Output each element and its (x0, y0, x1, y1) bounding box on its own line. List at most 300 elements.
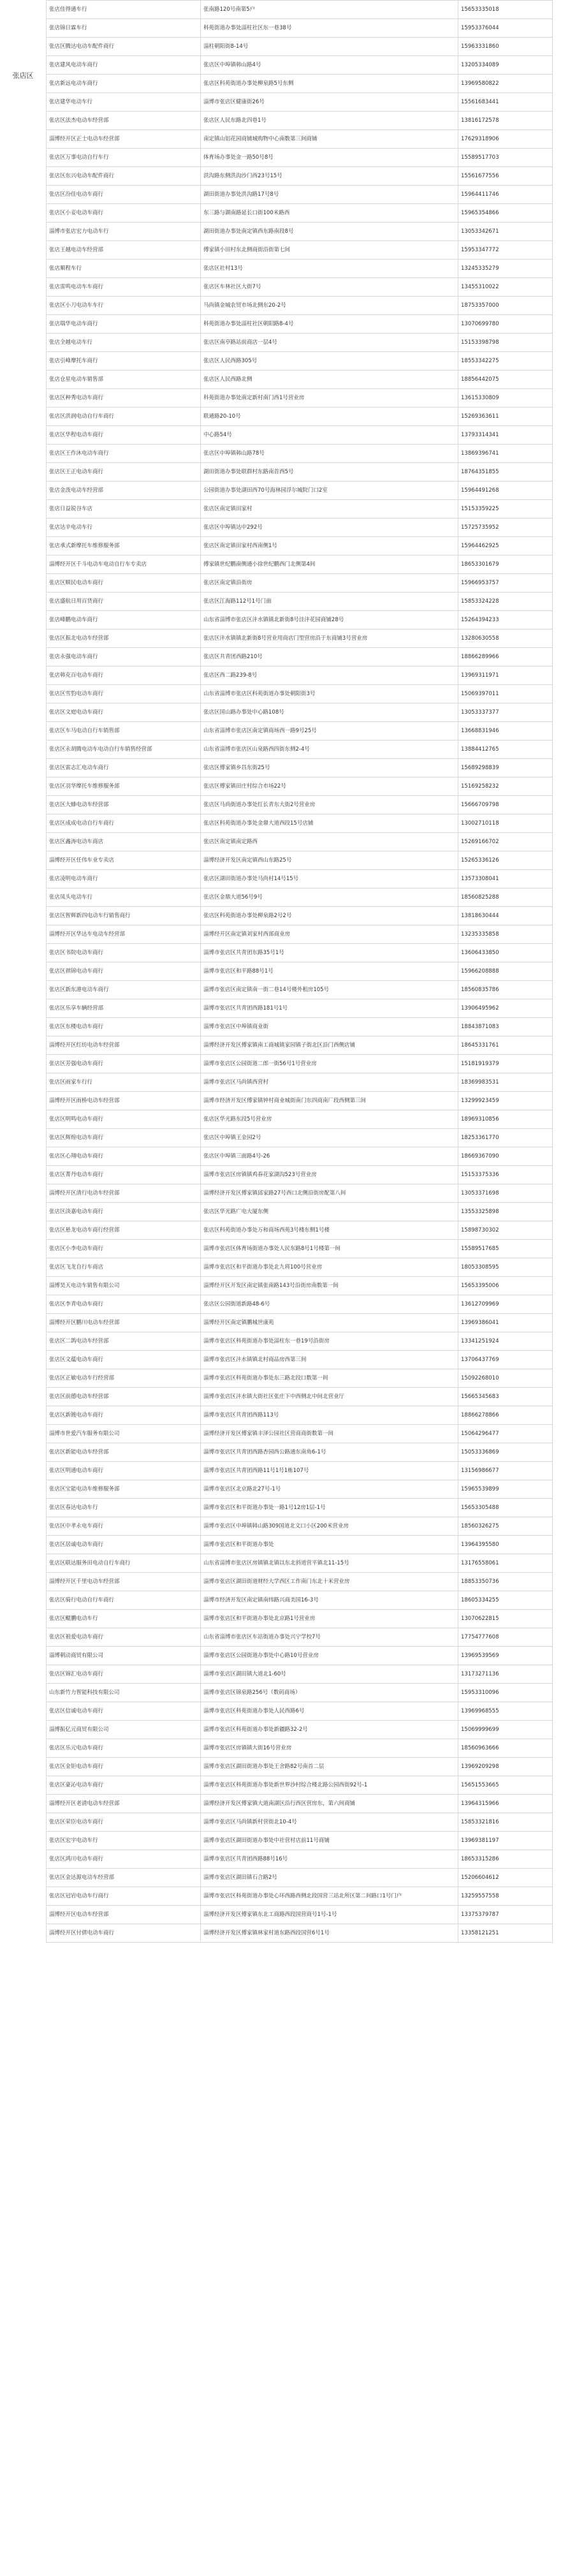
dealer-address-cell: 淄博市张店区科苑街道办事处新疆路32-2号 (201, 1721, 458, 1739)
table-row (47, 962, 553, 981)
dealer-name-cell: 张店区雪豹电动车商行 (47, 685, 201, 703)
table-row (47, 1110, 553, 1129)
dealer-address-cell: 山东省淄博市张店区科苑街道办事处朝阳街3号 (201, 685, 458, 703)
dealer-phone-cell: 18866278866 (458, 1406, 553, 1425)
dealer-name-cell: 张店区东兴电动车配件商行 (47, 167, 201, 186)
dealer-phone-cell: 15169258232 (458, 777, 553, 796)
dealer-phone-cell: 15269363611 (458, 408, 553, 426)
dealer-address-cell: 淄柱朝阳街8-14号 (201, 38, 458, 56)
dealer-name-cell: 张店区心翔电动车商行 (47, 1147, 201, 1166)
table-row (47, 1480, 553, 1499)
dealer-phone-cell: 13053342671 (458, 223, 553, 241)
dealer-address-cell: 淄博经济开发区傅家镇丰泽公园社区营商商街数第一间 (201, 1425, 458, 1443)
dealer-phone-cell: 13606433850 (458, 944, 553, 962)
dealer-address-cell: 淄博市张店区马尚镇西营村 (201, 1073, 458, 1092)
dealer-name-cell: 张店区中孝永电车商行 (47, 1517, 201, 1536)
dealer-address-cell: 张店区科苑街道办事处柳泉路5号东侧 (201, 75, 458, 93)
dealer-name-cell: 张店区居诚电动车商行 (47, 1536, 201, 1554)
dealer-name-cell: 张店区乐享车辆经营部 (47, 999, 201, 1018)
dealer-phone-cell: 15653395006 (458, 1277, 553, 1295)
dealer-address-cell: 淄博市经济开发区南定镇南纬路兴商美国16-3号 (201, 1591, 458, 1610)
dealer-phone-cell: 18053308595 (458, 1258, 553, 1277)
dealer-address-cell: 张店区人民西路305号 (201, 352, 458, 371)
dealer-phone-cell: 13259557558 (458, 1887, 553, 1906)
dealer-name-cell: 张店区羽华摩托车维修服务部 (47, 777, 201, 796)
dealer-address-cell: 淄博市张店区湖田街道财经大学西区工作南门东北十米营业房 (201, 1573, 458, 1591)
table-row (47, 1258, 553, 1277)
dealer-name-cell: 张店区飞龙自行车商店 (47, 1258, 201, 1277)
table-row (47, 426, 553, 445)
table-row (47, 740, 553, 759)
dealer-address-cell: 张店区共青团西路210号 (201, 648, 458, 666)
table-row (47, 1591, 553, 1610)
table-row (47, 999, 553, 1018)
dealer-phone-cell: 13002710118 (458, 814, 553, 833)
table-row (47, 75, 553, 93)
table-row (47, 1721, 553, 1739)
dealer-phone-cell: 15264394233 (458, 611, 553, 629)
dealer-address-cell: 张店区社村13号 (201, 260, 458, 278)
dealer-name-cell: 张店区文蕴电动车商行 (47, 1351, 201, 1369)
dealer-phone-cell: 18764351855 (458, 463, 553, 482)
dealer-address-cell: 张南路120号南第5户 (201, 1, 458, 19)
dealer-phone-cell: 15953376044 (458, 19, 553, 38)
dealer-phone-cell: 15953347772 (458, 241, 553, 260)
dealer-address-cell: 张店区南定镇南定路西 (201, 833, 458, 851)
dealer-name-cell: 张店区前德电动车经营部 (47, 1388, 201, 1406)
dealer-name-cell: 张店区宝能电动车维修服务部 (47, 1480, 201, 1499)
dealer-address-cell: 张店区中埠镇王金园2号 (201, 1129, 458, 1147)
dealer-phone-cell: 13615330809 (458, 389, 553, 408)
dealer-phone-cell: 15966208888 (458, 962, 553, 981)
table-row (47, 1758, 553, 1776)
dealer-phone-cell: 15963331860 (458, 38, 553, 56)
dealer-phone-cell: 13969580822 (458, 75, 553, 93)
dealer-address-cell: 淄博市张店区中埠镇韩山路309国道北文口小区200米营业房 (201, 1517, 458, 1536)
dealer-address-cell: 淄博市张店区湖田镇石合路2号 (201, 1869, 458, 1887)
dealer-phone-cell: 18369983531 (458, 1073, 553, 1092)
table-row (47, 389, 553, 408)
dealer-phone-cell: 13375379787 (458, 1906, 553, 1924)
table-row (47, 223, 553, 241)
dealer-name-cell: 张店区乐元电动车商行 (47, 1739, 201, 1758)
dealer-name-cell: 张店区腾达电动车配件商行 (47, 38, 201, 56)
table-row (47, 722, 553, 740)
dealer-address-cell: 淄博市张店区房镇镇鸡春花家湖沟523号营业房 (201, 1166, 458, 1184)
dealer-name-cell: 淄博朝动商贸有限公司 (47, 1647, 201, 1665)
dealer-name-cell: 张店区辉煌电动车商行 (47, 1129, 201, 1147)
table-row (47, 1517, 553, 1536)
dealer-address-cell: 张店区马尚街道办事处红长青东大街2号营业房 (201, 796, 458, 814)
dealer-phone-cell: 13053337377 (458, 703, 553, 722)
dealer-name-cell: 张店达辛电动车行 (47, 519, 201, 537)
dealer-phone-cell: 18753357000 (458, 297, 553, 315)
table-row (47, 1665, 553, 1684)
dealer-phone-cell: 15561683441 (458, 93, 553, 112)
dealer-name-cell: 张店顺程车行 (47, 260, 201, 278)
dealer-address-cell: 淄博市张店区房镇镇大街16号营业房 (201, 1739, 458, 1758)
dealer-name-cell: 淄博经开区电动车经营部 (47, 1906, 201, 1924)
dealer-name-cell: 张店区万事电动自行车行 (47, 149, 201, 167)
dealer-phone-cell: 13906495962 (458, 999, 553, 1018)
table-row (47, 93, 553, 112)
dealer-address-cell: 张店区傅家镇田庄村综合市场22号 (201, 777, 458, 796)
table-row (47, 703, 553, 722)
table-row (47, 574, 553, 592)
dealer-address-cell: 淄博市张店区和平街道办事处一路1号12房1层-1号 (201, 1499, 458, 1517)
dealer-address-cell: 淄博市张店区体育场街道办事处人民东路8号1号楼第一间 (201, 1240, 458, 1258)
dealer-name-cell: 张店王越电动车经营部 (47, 241, 201, 260)
dealer-phone-cell: 13706437769 (458, 1351, 553, 1369)
dealer-name-cell: 淄博经开区正士电动车经营部 (47, 130, 201, 149)
dealer-phone-cell: 15589517703 (458, 149, 553, 167)
dealer-address-cell: 淄博市张店区和平街道办事处北九将100号营业房 (201, 1258, 458, 1277)
dealer-name-cell: 张店凤头电动车行 (47, 888, 201, 907)
dealer-address-cell: 淄博市经济开发区傅家镇钟村商业城街南门东四商南厂段西侧第三间 (201, 1092, 458, 1110)
table-row (47, 1554, 553, 1573)
dealer-name-cell: 张店区冠岩电动车行商行 (47, 1887, 201, 1906)
dealer-name-cell: 张店全越电动车行 (47, 334, 201, 352)
table-row (47, 1, 553, 19)
dealer-name-cell: 张店锦日霖车行 (47, 19, 201, 38)
table-row (47, 648, 553, 666)
dealer-address-cell: 淄博市张店区沣水镇大街社区张庄下中西侧北中间北营业厅 (201, 1388, 458, 1406)
dealer-name-cell: 张店区书院电动车商行 (47, 944, 201, 962)
dealer-phone-cell: 15665345683 (458, 1388, 553, 1406)
dealer-phone-cell: 13053371698 (458, 1184, 553, 1203)
dealer-phone-cell: 13341251924 (458, 1332, 553, 1351)
table-row (47, 1832, 553, 1850)
table-row (47, 814, 553, 833)
table-row (47, 371, 553, 389)
dealer-phone-cell: 18560326275 (458, 1517, 553, 1536)
dealer-phone-cell: 15965539899 (458, 1480, 553, 1499)
table-row (47, 130, 553, 149)
dealer-address-cell: 淄博经济开发区南定镇西山东路25号 (201, 851, 458, 870)
table-row (47, 1036, 553, 1055)
dealer-phone-cell: 18253361770 (458, 1129, 553, 1147)
dealer-address-cell: 淄博市张店区中埠镇商业街 (201, 1018, 458, 1036)
dealer-address-cell: 淄博市张店区共青团西路181号1号 (201, 999, 458, 1018)
table-row (47, 1684, 553, 1702)
dealer-name-cell: 张店日益锐谷车店 (47, 500, 201, 519)
dealer-name-cell: 淄博经开区雨桥电动车经营部 (47, 1092, 201, 1110)
dealer-address-cell: 淄博市张店区湖田镇大道北1-60号 (201, 1665, 458, 1684)
table-row (47, 445, 553, 463)
dealer-name-cell: 张店峰鹏电动车商行 (47, 611, 201, 629)
dealer-name-cell: 淄博经开区老清电动车经营部 (47, 1795, 201, 1813)
table-row (47, 796, 553, 814)
dealer-name-cell: 张店区王正电动车商行 (47, 463, 201, 482)
dealer-address-cell: 张店区江海路112号1号门面 (201, 592, 458, 611)
dealer-phone-cell: 13668831946 (458, 722, 553, 740)
dealer-phone-cell: 15181919379 (458, 1055, 553, 1073)
dealer-phone-cell: 18856442075 (458, 371, 553, 389)
dealer-name-cell: 张店区菁丹电动车商行 (47, 1166, 201, 1184)
dealer-address-cell: 张店区人民西路北侧 (201, 371, 458, 389)
dealer-name-cell: 张店区文庭电动车商行 (47, 703, 201, 722)
table-row (47, 519, 553, 537)
dealer-phone-cell: 13969381197 (458, 1832, 553, 1850)
dealer-phone-cell: 13156986677 (458, 1462, 553, 1480)
dealer-phone-cell: 18853350736 (458, 1573, 553, 1591)
dealer-address-cell: 张店区傅家镇乡昌东街25号 (201, 759, 458, 777)
dealer-name-cell: 张店区顺民电动车商行 (47, 574, 201, 592)
table-row (47, 611, 553, 629)
dealer-address-cell: 中心路54号 (201, 426, 458, 445)
table-row (47, 1129, 553, 1147)
dealer-phone-cell: 13969539569 (458, 1647, 553, 1665)
dealer-phone-cell: 15269166702 (458, 833, 553, 851)
table-row (47, 1406, 553, 1425)
dealer-name-cell: 张店仓星电动车销售部 (47, 371, 201, 389)
dealer-name-cell: 张店韩克百电动车商行 (47, 666, 201, 685)
dealer-address-cell: 山东省淄博市张店区沣水镇镇北新街8号洼沣花园商铺28号 (201, 611, 458, 629)
dealer-name-cell: 张店区鸿川电动车商行 (47, 1850, 201, 1869)
dealer-phone-cell: 18843871083 (458, 1018, 553, 1036)
dealer-phone-cell: 15964462925 (458, 537, 553, 556)
dealer-phone-cell: 13205334089 (458, 56, 553, 75)
dealer-phone-cell: 18605334255 (458, 1591, 553, 1610)
dealer-phone-cell: 15064296477 (458, 1425, 553, 1443)
dealer-name-cell: 张店区车马电动自行车销售部 (47, 722, 201, 740)
dealer-address-cell: 张店区中埠镇韩山路4号 (201, 56, 458, 75)
dealer-phone-cell: 13869396741 (458, 445, 553, 463)
dealer-phone-cell: 15265336126 (458, 851, 553, 870)
table-row (47, 592, 553, 611)
dealer-phone-cell: 13455310022 (458, 278, 553, 297)
dealer-phone-cell: 13553325898 (458, 1203, 553, 1221)
table-row (47, 1924, 553, 1943)
dealer-phone-cell: 13964395580 (458, 1536, 553, 1554)
dealer-name-cell: 张店区宏宇电动车行 (47, 1832, 201, 1850)
table-row (47, 241, 553, 260)
table-row (47, 833, 553, 851)
table-row (47, 759, 553, 777)
dealer-phone-cell: 13816172578 (458, 112, 553, 130)
dealer-name-cell: 淄博经开区千里电动车经营部 (47, 1573, 201, 1591)
dealer-address-cell: 淄博市张店区科苑街道办事处人民西路6号 (201, 1702, 458, 1721)
dealer-phone-cell: 18553342275 (458, 352, 553, 371)
dealer-address-cell: 淄博市张店区共青团西路杏园西公路通东南角6-1号 (201, 1443, 458, 1462)
dealer-name-cell: 张店建风电动车商行 (47, 56, 201, 75)
table-row (47, 1184, 553, 1203)
dealer-address-cell: 张店区金鼎大道56号9号 (201, 888, 458, 907)
dealer-name-cell: 张店区联达服务田电动自行车商行 (47, 1554, 201, 1573)
table-row (47, 944, 553, 962)
dealer-address-cell: 科苑街道办事处淄柱社区东一巷38号 (201, 19, 458, 38)
dealer-name-cell: 张店区金钜电动车商行 (47, 1758, 201, 1776)
dealer-phone-cell: 18653315286 (458, 1850, 553, 1869)
dealer-name-cell: 淄博市张店宏力电动车行 (47, 223, 201, 241)
dealer-address-cell: 张店区南定镇田家村西南侧1号 (201, 537, 458, 556)
dealer-phone-cell: 15853324228 (458, 592, 553, 611)
dealer-address-cell: 张店区沣水镇镇北新街8号营业用商店门型营房沿于东商铺3号营业房 (201, 629, 458, 648)
dealer-address-cell: 科苑街道办事处南定新村南门西1号营业房 (201, 389, 458, 408)
dealer-address-cell: 张店区中埠镇韩山路78号 (201, 445, 458, 463)
dealer-address-cell: 淄博市张店区南定镇南一街二巷14号楼外租房105号 (201, 981, 458, 999)
dealer-name-cell: 张店区鑫涛电动车商店 (47, 833, 201, 851)
dealer-phone-cell: 13235335858 (458, 925, 553, 944)
dealer-name-cell: 淄博经开区付倩电动车商行 (47, 1924, 201, 1943)
dealer-address-cell: 淄博市张店区和平街道办事处北京路1号营业房 (201, 1610, 458, 1628)
dealer-address-cell: 淄博经开区南定镇鹏城世康苑 (201, 1314, 458, 1332)
dealer-phone-cell: 18866289966 (458, 648, 553, 666)
table-row (47, 1166, 553, 1184)
table-row (47, 870, 553, 888)
dealer-address-cell: 张店区科苑街道办事处万和商场西苑3号楼东侧1号楼 (201, 1221, 458, 1240)
dealer-address-cell: 山东省淄博市张店区车站街道办事处兴宁学校7号 (201, 1628, 458, 1647)
dealer-address-cell: 淄博市张店区和平路88号1号 (201, 962, 458, 981)
dealer-address-cell: 山东省淄博市张店区山泉路西四街东侧2-4号 (201, 740, 458, 759)
dealer-address-cell: 淄博市张店区共青团西路88号16号 (201, 1850, 458, 1869)
dealer-phone-cell: 13573308041 (458, 870, 553, 888)
dealer-phone-cell: 15964491268 (458, 482, 553, 500)
dealer-phone-cell: 18969310856 (458, 1110, 553, 1129)
dealer-phone-cell: 13964315966 (458, 1795, 553, 1813)
dealer-address-cell: 张店区南定镇田家村 (201, 500, 458, 519)
dealer-phone-cell: 15898730302 (458, 1221, 553, 1240)
dealer-phone-cell: 18560963666 (458, 1739, 553, 1758)
dealer-name-cell: 张店引峰摩托车商行 (47, 352, 201, 371)
dealer-name-cell: 张店区智辉新四电动车行销售商行 (47, 907, 201, 925)
dealer-name-cell: 张店新远电动车商行 (47, 75, 201, 93)
dealer-name-cell: 张店永强电动车商行 (47, 648, 201, 666)
dealer-address-cell: 公园街道办事处湖田西70号海林园浮尔城院门口2室 (201, 482, 458, 500)
dealer-phone-cell: 15689298839 (458, 759, 553, 777)
dealer-name-cell: 淄博昊天电动车销售有限公司 (47, 1277, 201, 1295)
table-row (47, 1462, 553, 1480)
dealer-name-cell: 张店承式新摩托车维修服务部 (47, 537, 201, 556)
dealer-name-cell: 张店建华电动车行 (47, 93, 201, 112)
dealer-address-cell: 联通路20-10号 (201, 408, 458, 426)
dealer-name-cell: 张店区淡嘉电动车商行 (47, 1203, 201, 1221)
dealer-name-cell: 张店区王作沐电动车商行 (47, 445, 201, 463)
table-row (47, 167, 553, 186)
dealer-address-cell: 淄博经开区南定镇刘家村西部商业房 (201, 925, 458, 944)
dealer-address-cell: 淄博市张店区科苑街道办事处东三路北段口数第一间 (201, 1369, 458, 1388)
dealer-address-cell: 张店区南亭路站前商店一层4号 (201, 334, 458, 352)
table-row (47, 278, 553, 297)
table-row (47, 1795, 553, 1813)
dealer-phone-cell: 13358121251 (458, 1924, 553, 1943)
dealer-name-cell: 张店区荣臣电动车商行 (47, 1813, 201, 1832)
dealer-address-cell: 傅家镇小田村东北侧商街沿街第七间 (201, 241, 458, 260)
dealer-address-cell: 张店区南定镇沿街房 (201, 574, 458, 592)
dealer-name-cell: 张店区祺锦电动车商行 (47, 962, 201, 981)
dealer-address-cell: 淄博市张店区和平街道办事处 (201, 1536, 458, 1554)
region-label: 张店区 (12, 71, 34, 80)
table-row (47, 1221, 553, 1240)
dealer-address-cell: 山东省淄博市张店区房镇镇北镇以东北斜道营平镇北11-15号 (201, 1554, 458, 1573)
dealer-address-cell: 张店区人民东路北四巷1号 (201, 112, 458, 130)
table-row (47, 1647, 553, 1665)
dealer-phone-cell: 13969311971 (458, 666, 553, 685)
dealer-name-cell: 张店盛航日用百货商行 (47, 592, 201, 611)
table-row (47, 204, 553, 223)
dealer-name-cell: 张店区豪沁电动车商行 (47, 1776, 201, 1795)
dealer-name-cell: 张店区法杰电动车经营部 (47, 112, 201, 130)
dealer-address-cell: 张店区中埠镇达中292号 (201, 519, 458, 537)
table-row (47, 1813, 553, 1832)
dealer-name-cell: 张店金泼电动车经营部 (47, 482, 201, 500)
dealer-address-cell: 淄博经济开发区傅家镇林家村道东路西段国营6号1号 (201, 1924, 458, 1943)
dealer-table-body (47, 1, 553, 1943)
dealer-address-cell: 南定镇山铝花园商铺城购物中心南数第三间商铺 (201, 130, 458, 149)
dealer-name-cell: 张店区金达源电动车经营部 (47, 1869, 201, 1887)
table-row (47, 260, 553, 278)
dealer-phone-cell: 15589517685 (458, 1240, 553, 1258)
dealer-address-cell: 淄博经开区开发区南定镇张南路143号沿街房南数第一间 (201, 1277, 458, 1295)
dealer-phone-cell: 18645331761 (458, 1036, 553, 1055)
dealer-phone-cell: 15206604612 (458, 1869, 553, 1887)
dealer-name-cell: 张店区明鸣电动车商行 (47, 1110, 201, 1129)
table-row (47, 1055, 553, 1073)
dealer-address-cell: 淄博市张店区共青团西路11号1号1栋107号 (201, 1462, 458, 1480)
dealer-name-cell: 张店区洪润电动自行车商行 (47, 408, 201, 426)
dealer-address-cell: 淄博市张店区共青团东路35号1号 (201, 944, 458, 962)
dealer-name-cell: 张店区永胡腾电动车电动自行车销售经营部 (47, 740, 201, 759)
dealer-phone-cell: 13612709969 (458, 1295, 553, 1314)
dealer-phone-cell: 13280630558 (458, 629, 553, 648)
table-row (47, 1425, 553, 1443)
table-row (47, 666, 553, 685)
table-row (47, 1147, 553, 1166)
dealer-phone-cell: 15153359225 (458, 500, 553, 519)
dealer-name-cell: 淄博市世爱汽车服务有限公司 (47, 1425, 201, 1443)
table-row (47, 1776, 553, 1795)
table-row (47, 38, 553, 56)
dealer-address-cell: 张店区华光路广电大厦东侧 (201, 1203, 458, 1221)
dealer-address-cell: 张店区车林社区大街7号 (201, 278, 458, 297)
dealer-address-cell: 淄博市张店区共青团西路113号 (201, 1406, 458, 1425)
table-row (47, 1351, 553, 1369)
dealer-address-cell: 淄博经济开发区傅家镇大道南湖区沿行西区营房东，第六间商铺 (201, 1795, 458, 1813)
dealer-phone-cell: 15725735952 (458, 519, 553, 537)
table-row (47, 888, 553, 907)
dealer-address-cell: 淄博市张店区科苑街道办事处心环西路西侧北段国营三站北所区第二间路口1号门户 (201, 1887, 458, 1906)
dealer-address-cell: 体育场办事处金一路50号8号 (201, 149, 458, 167)
table-row (47, 1850, 553, 1869)
dealer-address-cell: 科苑街道办事处淄柱社区朝阳路8-4号 (201, 315, 458, 334)
dealer-phone-cell: 15853321816 (458, 1813, 553, 1832)
dealer-name-cell: 张店凌明电动车商行 (47, 870, 201, 888)
table-row (47, 1443, 553, 1462)
dealer-name-cell: 淄博经开区鹏川电动车经营部 (47, 1314, 201, 1332)
dealer-name-cell: 张店区雨家车行行 (47, 1073, 201, 1092)
dealer-phone-cell: 15153375336 (458, 1166, 553, 1184)
table-row (47, 1702, 553, 1721)
dealer-phone-cell: 13070699780 (458, 315, 553, 334)
dealer-address-cell: 淄博市张店区健康街26号 (201, 93, 458, 112)
table-row (47, 1240, 553, 1258)
dealer-phone-cell: 15069397011 (458, 685, 553, 703)
dealer-name-cell: 张店区小李电动车商行 (47, 1240, 201, 1258)
dealer-address-cell: 马尚镇金城农贸市场北侧东20-2号 (201, 297, 458, 315)
table-row (47, 537, 553, 556)
table-row (47, 1573, 553, 1591)
dealer-name-cell: 淄博经开区红纺电动车经营部 (47, 1036, 201, 1055)
dealer-address-cell: 张店区国山路办事处中心路108号 (201, 703, 458, 722)
table-row (47, 149, 553, 167)
dealer-phone-cell: 13299923459 (458, 1092, 553, 1110)
dealer-phone-cell: 15069999699 (458, 1721, 553, 1739)
table-row (47, 1295, 553, 1314)
dealer-address-cell: 张店区西二路239-8号 (201, 666, 458, 685)
table-row (47, 1869, 553, 1887)
dealer-name-cell: 张店区汾佳电动车商行 (47, 186, 201, 204)
table-row (47, 907, 553, 925)
